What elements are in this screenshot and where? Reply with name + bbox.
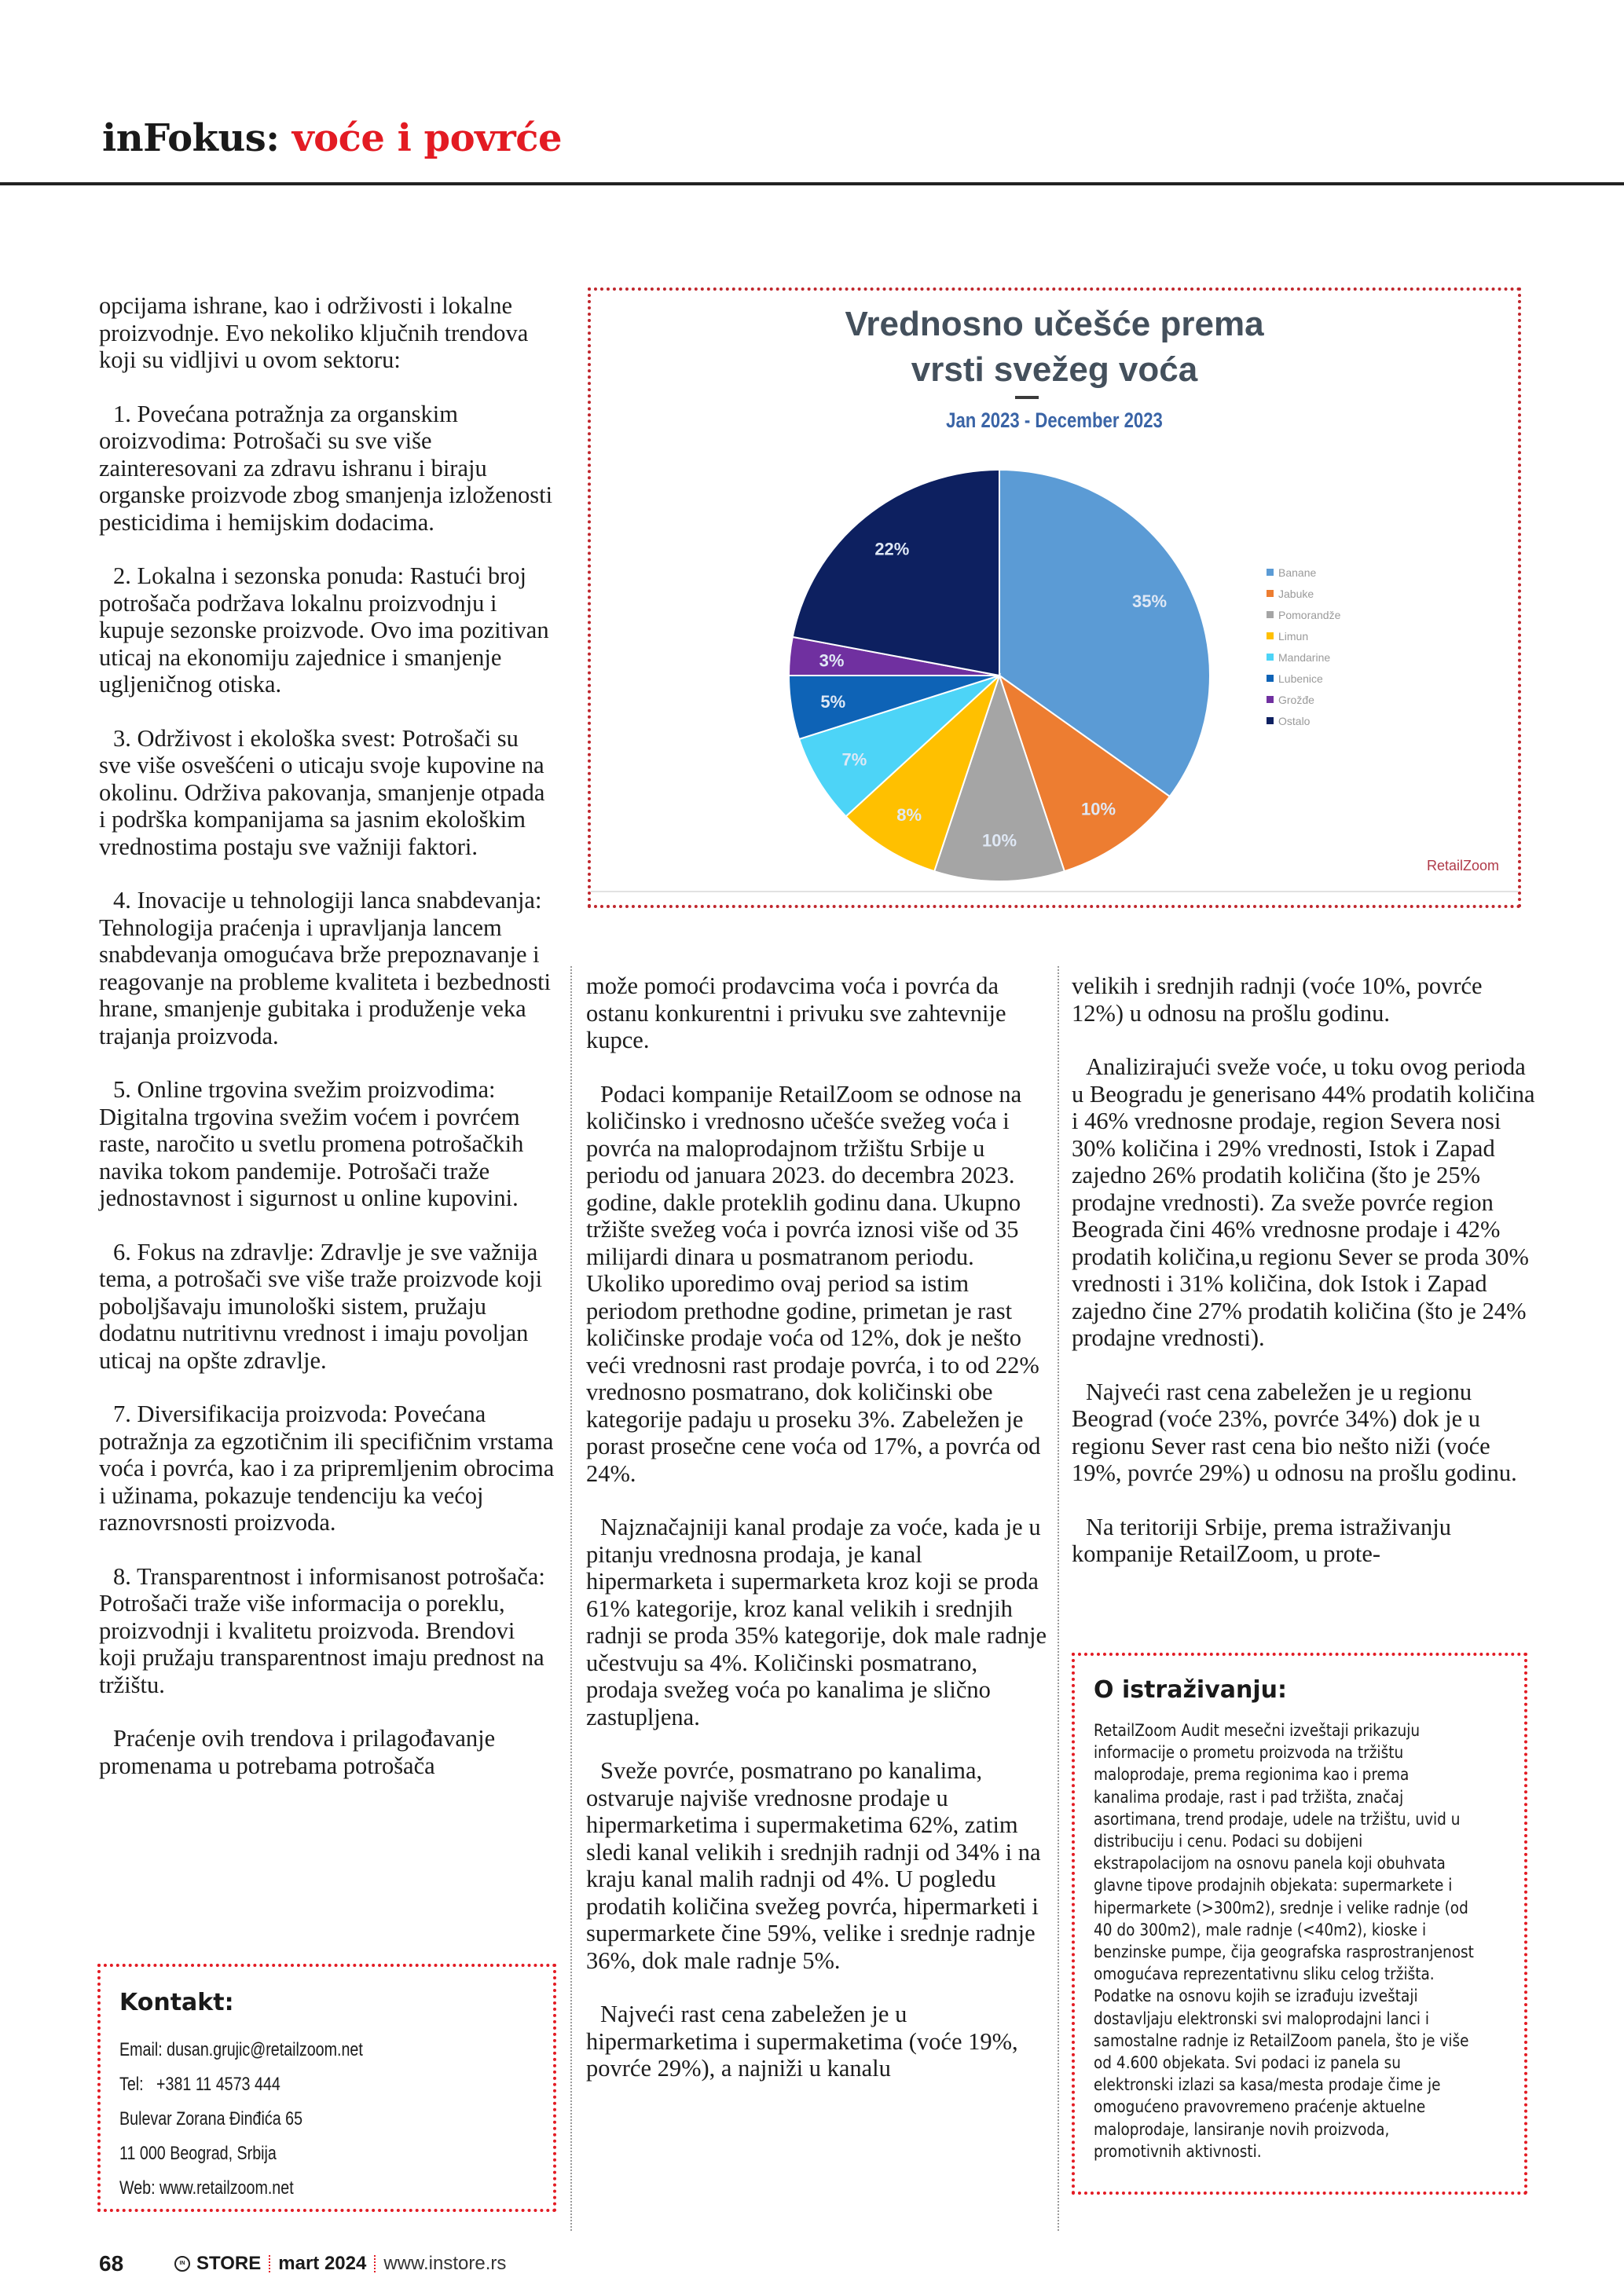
- footer-separator: [374, 2255, 376, 2272]
- paragraph: Praćenje ovih trendova i prilagođavanje promenama u potrebama potrošača: [99, 1725, 496, 1779]
- contact-web[interactable]: Web: www.retailzoom.net: [119, 2177, 294, 2199]
- legend-item: [1267, 710, 1340, 731]
- issue-date: mart 2024: [278, 2253, 367, 2274]
- trend-item: 3. Održivost i ekološka svest: Potrošači su sve više osvešćeni o uticaju svoje kupovine na okolinu. Održiva pakovanja, smanjenje otpada i podrška kompanijama sa jasnim ekološkim vrednostima postaju sve važniji faktori.: [99, 724, 545, 860]
- trend-item: 2. Lokalna i sezonska ponuda: Rastući broj potrošača podržava lokalnu proizvodnju i kupuje sezonske proizvode. Ovo ima pozitivan uticaj na ekonomiju zajednice i smanjenje ugljeničnog otiska.: [99, 562, 549, 698]
- trend-item: 8. Transparentnost i informisanost potrošača: Potrošači traže više informacija o poreklu, proizvodnji i kvalitetu proizvoda. Brendovi koji pružaju transparentnost imaju prednost na tržištu.: [99, 1562, 545, 1698]
- trend-item: 7. Diversifikacija proizvoda: Povećana potražnja za egzotičnim ili specifičnim vrstama voća i povrća, kao i za pripremljenim obrocima i užinama, pokazuje tendenciju ka većoj raznovrsnosti proizvoda.: [99, 1401, 555, 1536]
- legend-label: Lubenice: [1278, 672, 1323, 685]
- contact-address: Bulevar Zorana Đinđića 65: [119, 2108, 303, 2129]
- magazine-name: STORE: [196, 2253, 262, 2274]
- legend-item: [1267, 689, 1340, 710]
- pie-data-label: 10%: [981, 830, 1017, 851]
- legend-label: Jabuke: [1278, 587, 1314, 600]
- research-text: RetailZoom Audit mesečni izveštaji prikazuju informacije o prometu proizvoda na tržištu maloprodaje, prema regionima kao i prema kanalima prodaje, rast i pad tržišta, značaj asortimana, trend prodaje, udele na tržištu, uvid u distribuciju i cenu. Podaci su dobijeni ekstrapolacijom na osnovu panela koji obuhvata glavne tipove prodajnih objekata: supermarkete i hipermarkete (>300m2), srednje i velike radnje (od 40 do 300m2), male radnje (<40m2), kioske i benzinske pumpe, čija geografska rasprostranjenost omogućava reprezentativnu sliku celog tržišta. Podatke na osnovu kojih se izrađuju izveštaji dostavljaju elektronski svi maloprodajni lanci i samostalne radnje iz RetailZoom panela, što je više od 4.600 objekata. Svi podaci iz panela su elektronski izlazi sa kasa/mesta prodaje čime je omogućeno pravovremeno praćenje aktuelne maloprodaje, lansiranje novih proizvoda, promotivnih aktivnosti.: [1094, 1721, 1474, 2162]
- chart-subtitle: Jan 2023 - December 2023: [946, 408, 1163, 432]
- trend-item: 4. Inovacije u tehnologiji lanca snabdevanja: Tehnologija praćenja i upravljanja lancem snabdevanja omogućava brže prepoznavanje i reagovanje na probleme kvaliteta i bezbednosti hrane, smanjenje gubitaka i produženje veka trajanja proizvoda.: [99, 887, 552, 1049]
- chart-title-separator: [1015, 396, 1039, 399]
- footer-brand: [174, 2253, 506, 2275]
- legend-item: [1267, 646, 1340, 668]
- contact-phone[interactable]: Tel: +381 11 4573 444: [119, 2074, 280, 2095]
- chart-title-line: Vrednosno učešće prema: [845, 305, 1264, 343]
- paragraph: Na teritoriji Srbije, prema istraživanju kompanije RetailZoom, u prote-: [1072, 1513, 1451, 1567]
- legend-swatch: [1267, 632, 1274, 639]
- legend-label: Banane: [1278, 566, 1317, 579]
- pie-data-label: 10%: [1080, 799, 1116, 819]
- legend-swatch: [1267, 569, 1274, 576]
- legend-label: Limun: [1278, 629, 1309, 643]
- contact-city: 11 000 Beograd, Srbija: [119, 2143, 277, 2164]
- legend-label: Mandarine: [1278, 650, 1331, 664]
- article-column-right: [1072, 972, 1535, 1595]
- legend-swatch: [1267, 717, 1274, 724]
- paragraph: velikih i srednjih radnji (voće 10%, povrće 12%) u odnosu na prošlu godinu.: [1072, 972, 1483, 1027]
- pie-chart: [732, 463, 1267, 888]
- research-box: [1072, 1653, 1527, 2195]
- column-divider: [1058, 966, 1059, 2231]
- chart-title: [591, 302, 1518, 393]
- column-divider: [570, 966, 572, 2231]
- legend-swatch: [1267, 675, 1274, 682]
- paragraph: opcijama ishrane, kao i održivosti i lokalne proizvodnje. Evo nekoliko ključnih trendova koji su vidljivi u ovom sektoru:: [99, 292, 529, 373]
- article-column-left: [99, 292, 556, 1806]
- pie-data-label: 5%: [820, 691, 846, 712]
- legend-label: Grožđe: [1278, 693, 1314, 706]
- pie-data-label: 7%: [841, 749, 867, 770]
- article-column-middle: [586, 972, 1048, 2109]
- trend-item: 1. Povećana potražnja za organskim oroizvodima: Potrošači su sve više zainteresovani za zdravu ishranu i biraju organske proizvode zbog smanjenja izloženosti pesticidima i hemijskim dodacima.: [99, 400, 553, 536]
- chart-figure: [588, 287, 1521, 908]
- pie-data-label: 3%: [819, 650, 845, 671]
- legend-swatch: [1267, 611, 1274, 618]
- pie-data-label: 22%: [874, 539, 910, 559]
- footer-separator: [269, 2255, 270, 2272]
- legend-swatch: [1267, 696, 1274, 703]
- trend-item: 6. Fokus na zdravlje: Zdravlje je sve važnija tema, a potrošači sve više traže proizvode koji poboljšavaju imunološki sistem, pružaju dodatnu nutritivnu vrednost i imaju povoljan uticaj na opšte zdravlje.: [99, 1238, 543, 1374]
- instore-logo-icon: IN: [174, 2256, 190, 2272]
- legend-label: Ostalo: [1278, 714, 1311, 727]
- legend-item: [1267, 604, 1340, 625]
- paragraph: Najznačajniji kanal prodaje za voće, kada je u pitanju vrednosna prodaja, je kanal hipermarketa i supermarketa kroz koji se proda 61% kategorije, kroz kanal velikih i srednjih radnji se proda 35% kategorije, dok male radnje učestvuju sa 4%. Količinski posmatrano, prodaja svežeg voća po kanalima je slično zastupljena.: [586, 1514, 1047, 1730]
- section-topic: voće i povrće: [291, 116, 563, 160]
- legend-swatch: [1267, 654, 1274, 661]
- paragraph: Sveže povrće, posmatrano po kanalima, ostvaruje najviše vrednosne prodaje u hipermarketima i supermaketima 62%, zatim sledi kanal velikih i srednjih radnji od 34% i na kraju kanal malih radnji od 4%. U pogledu prodatih količina svežeg povrća, hipermarketi i supermarkete čine 59%, velike i srednje radnje 36%, dok male radnje 5%.: [586, 1757, 1041, 1974]
- chart-source-divider: [591, 891, 1518, 892]
- legend-label: Pomorandže: [1278, 608, 1341, 621]
- contact-title: Kontakt:: [119, 1989, 234, 2016]
- legend-item: [1267, 562, 1340, 583]
- header-rule: [0, 182, 1624, 185]
- paragraph: Podaci kompanije RetailZoom se odnose na količinsko i vrednosno učešće svežeg voća i povrća na maloprodajnom tržištu Srbije u periodu od januara 2023. do decembra 2023. godine, dakle proteklih godinu dana. Ukupno tržište svežeg voća i povrća iznosi više od 35 milijardi dinara u posmatranom periodu. Ukoliko uporedimo ovaj period sa istim periodom prethodne godine, primetan je rast količinske prodaje voća od 12%, dok je nešto veći vrednosni rast prodaje povrća, i to od 22% vrednosno posmatrano, dok količinski obe kategorije padaju u proseku 3%. Zabeležen je porast prosečne cene voća od 17%, a povrća od 24%.: [586, 1080, 1041, 1487]
- chart-title-line: vrsti svežeg voća: [911, 350, 1198, 389]
- page-number: 68: [99, 2251, 124, 2276]
- magazine-url[interactable]: www.instore.rs: [383, 2253, 507, 2274]
- section-brand: inFokus:: [102, 116, 280, 160]
- research-title: O istraživanju:: [1094, 1676, 1288, 1704]
- contact-email[interactable]: Email: dusan.grujic@retailzoom.net: [119, 2039, 363, 2060]
- pie-data-label: 8%: [896, 804, 922, 825]
- pie-data-label: 35%: [1132, 591, 1168, 611]
- legend-item: [1267, 668, 1340, 689]
- legend-swatch: [1267, 590, 1274, 597]
- trend-item: 5. Online trgovina svežim proizvodima: Digitalna trgovina svežim voćem i povrćem raste, naročito u svetlu promena potrošačkih navika tokom pandemije. Potrošači traže jednostavnost i sigurnost u online kupovini.: [99, 1076, 524, 1211]
- paragraph: Najveći rast cena zabeležen je u hipermarketima i supermaketima (voće 19%, povrće 29%), a najniži u kanalu: [586, 2001, 1018, 2082]
- paragraph: Analizirajući sveže voće, u toku ovog perioda u Beogradu je generisano 44% prodatih količina i 46% vrednosne prodaje, region Severa nosi 30% količina i 29% vrednosti, Istok i Zapad zajedno 26% prodatih količina (što je 25% prodajne vrednosti). Za sveže povrće region Beograda čini 46% vrednosne prodaje i 42% prodatih količina,u regionu Sever se proda 30% vrednosti i 31% količina, dok Istok i Zapad zajedno čine 27% prodatih količina (što je 24% prodajne vrednosti).: [1072, 1053, 1535, 1351]
- paragraph: Najveći rast cena zabeležen je u regionu Beograd (voće 23%, povrće 34%) dok je u regionu Sever rast cena bio nešto niži (voće 19%, povrće 29%) u odnosu na prošlu godinu.: [1072, 1378, 1517, 1486]
- retailzoom-logo: RetailZoom: [1426, 858, 1499, 873]
- section-header: [102, 116, 562, 160]
- legend-item: [1267, 625, 1340, 646]
- legend-item: [1267, 583, 1340, 604]
- paragraph: može pomoći prodavcima voća i povrća da ostanu konkurentni i privuku sve zahtevnije kupce.: [586, 972, 1006, 1053]
- contact-box: [97, 1964, 556, 2212]
- chart-legend: [1267, 562, 1340, 731]
